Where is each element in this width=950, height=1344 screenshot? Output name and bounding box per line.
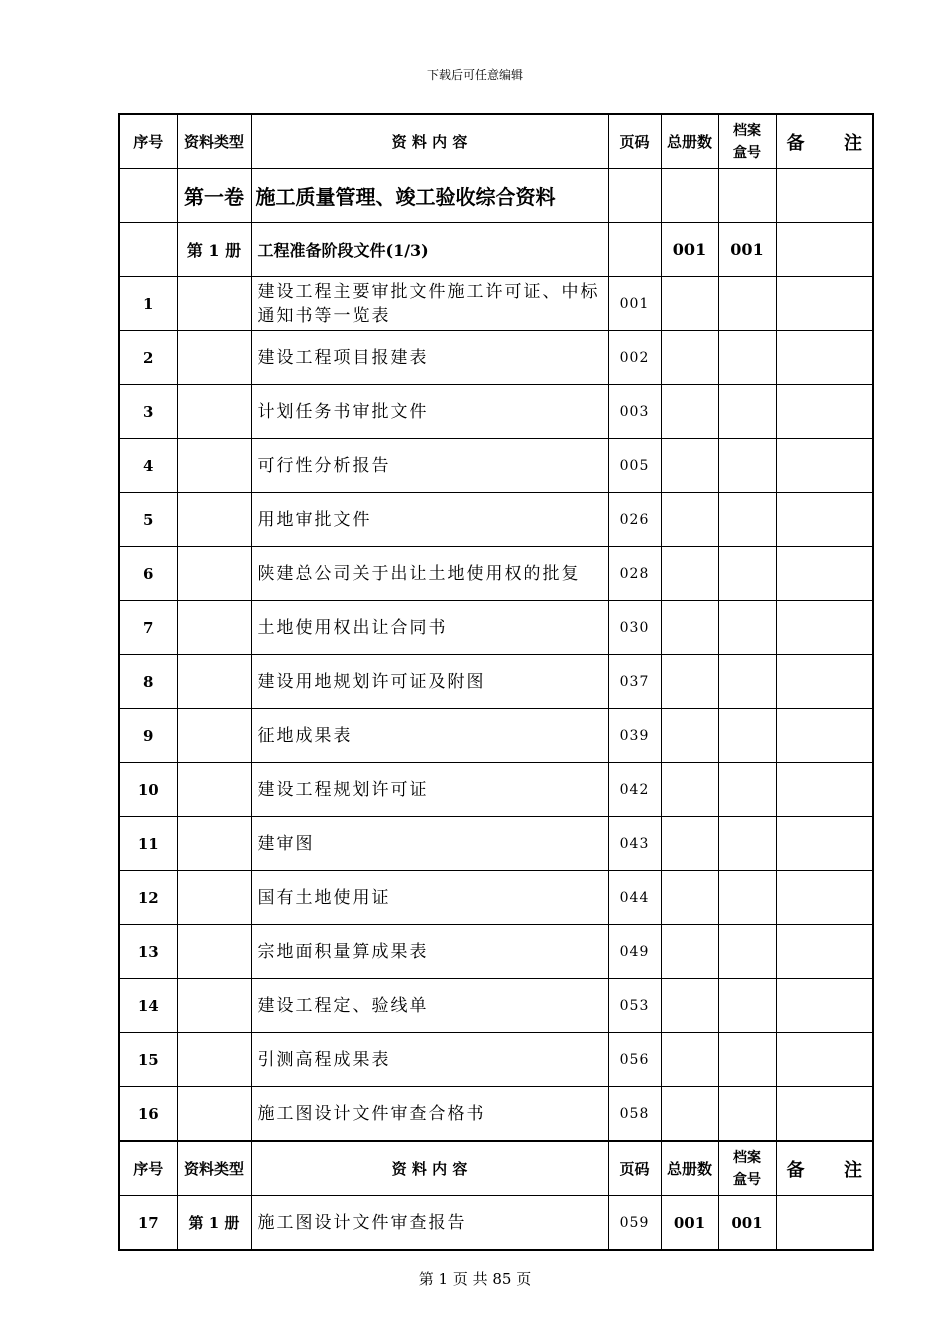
item-total bbox=[661, 385, 718, 439]
volume-title: 施工质量管理、竣工验收综合资料 bbox=[251, 169, 608, 223]
table-row bbox=[119, 331, 873, 385]
item-content: 施工图设计文件审查合格书 bbox=[251, 1087, 608, 1142]
item-page: 039 bbox=[608, 709, 661, 763]
volume-row bbox=[119, 169, 873, 223]
item-page: 003 bbox=[608, 385, 661, 439]
item-remark bbox=[776, 439, 873, 493]
book-total: 001 bbox=[661, 223, 718, 277]
item-seq: 1 bbox=[119, 277, 177, 331]
item-page: 049 bbox=[608, 925, 661, 979]
table-row bbox=[119, 655, 873, 709]
item-content: 宗地面积量算成果表 bbox=[251, 925, 608, 979]
item-seq: 14 bbox=[119, 979, 177, 1033]
item-page: 058 bbox=[608, 1087, 661, 1142]
item-total bbox=[661, 1087, 718, 1142]
item-page: 005 bbox=[608, 439, 661, 493]
item-remark bbox=[776, 763, 873, 817]
item-box bbox=[718, 547, 776, 601]
header-box-line2: 盒号 bbox=[733, 1171, 761, 1188]
item-type bbox=[177, 709, 251, 763]
item-box bbox=[718, 1087, 776, 1142]
item-remark bbox=[776, 1196, 873, 1251]
item-total bbox=[661, 763, 718, 817]
table-header-row bbox=[119, 114, 873, 169]
table-row bbox=[119, 763, 873, 817]
item-page: 056 bbox=[608, 1033, 661, 1087]
item-type bbox=[177, 925, 251, 979]
table-row bbox=[119, 871, 873, 925]
item-content: 建设工程主要审批文件施工许可证、中标通知书等一览表 bbox=[251, 277, 608, 331]
header-seq: 序号 bbox=[119, 1141, 177, 1196]
item-content: 用地审批文件 bbox=[251, 493, 608, 547]
item-remark bbox=[776, 709, 873, 763]
item-box bbox=[718, 493, 776, 547]
item-type bbox=[177, 1087, 251, 1142]
book-remark bbox=[776, 223, 873, 277]
item-content: 计划任务书审批文件 bbox=[251, 385, 608, 439]
item-page: 042 bbox=[608, 763, 661, 817]
item-total bbox=[661, 1033, 718, 1087]
header-type: 资料类型 bbox=[177, 1141, 251, 1196]
item-total bbox=[661, 979, 718, 1033]
header-content: 资 料 内 容 bbox=[251, 1141, 608, 1196]
header-page: 页码 bbox=[608, 1141, 661, 1196]
item-remark bbox=[776, 1087, 873, 1142]
item-box bbox=[718, 763, 776, 817]
header-remark-a: 备 bbox=[786, 1159, 805, 1181]
item-seq: 10 bbox=[119, 763, 177, 817]
item-seq: 11 bbox=[119, 817, 177, 871]
item-content: 引测高程成果表 bbox=[251, 1033, 608, 1087]
table-row bbox=[119, 493, 873, 547]
item-total bbox=[661, 601, 718, 655]
book-box: 001 bbox=[718, 223, 776, 277]
item-total bbox=[661, 439, 718, 493]
item-content: 建设用地规划许可证及附图 bbox=[251, 655, 608, 709]
header-page: 页码 bbox=[608, 114, 661, 169]
volume-page bbox=[608, 169, 661, 223]
item-box bbox=[718, 601, 776, 655]
item-type bbox=[177, 1033, 251, 1087]
page-header-note: 下载后可任意编辑 bbox=[426, 68, 523, 82]
item-seq: 12 bbox=[119, 871, 177, 925]
item-page: 026 bbox=[608, 493, 661, 547]
item-page: 059 bbox=[608, 1196, 661, 1251]
item-seq: 9 bbox=[119, 709, 177, 763]
archive-index-table bbox=[118, 113, 874, 1251]
item-type: 第 1 册 bbox=[177, 1196, 251, 1251]
table-row bbox=[119, 1196, 873, 1251]
table-row bbox=[119, 979, 873, 1033]
book-title: 工程准备阶段文件(1/3) bbox=[251, 223, 608, 277]
item-page: 030 bbox=[608, 601, 661, 655]
item-content: 征地成果表 bbox=[251, 709, 608, 763]
item-box bbox=[718, 979, 776, 1033]
item-box bbox=[718, 439, 776, 493]
item-type bbox=[177, 547, 251, 601]
item-seq: 8 bbox=[119, 655, 177, 709]
table-row bbox=[119, 925, 873, 979]
item-seq: 4 bbox=[119, 439, 177, 493]
header-box-line1: 档案 bbox=[733, 122, 761, 139]
volume-seq bbox=[119, 169, 177, 223]
item-box bbox=[718, 709, 776, 763]
book-seq bbox=[119, 223, 177, 277]
header-content: 资 料 内 容 bbox=[251, 114, 608, 169]
item-seq: 16 bbox=[119, 1087, 177, 1142]
item-type bbox=[177, 385, 251, 439]
item-type bbox=[177, 493, 251, 547]
item-total bbox=[661, 331, 718, 385]
item-type bbox=[177, 277, 251, 331]
book-label: 第 1 册 bbox=[177, 223, 251, 277]
volume-remark bbox=[776, 169, 873, 223]
volume-total bbox=[661, 169, 718, 223]
items-body bbox=[119, 277, 873, 1142]
table-row bbox=[119, 277, 873, 331]
item-seq: 13 bbox=[119, 925, 177, 979]
item-content: 建设工程项目报建表 bbox=[251, 331, 608, 385]
table-header-row-repeat bbox=[119, 1141, 873, 1196]
item-type bbox=[177, 655, 251, 709]
table-row bbox=[119, 709, 873, 763]
table-row bbox=[119, 439, 873, 493]
table-row bbox=[119, 1087, 873, 1142]
item-content: 施工图设计文件审查报告 bbox=[251, 1196, 608, 1251]
item-total bbox=[661, 871, 718, 925]
item-type bbox=[177, 601, 251, 655]
volume-box bbox=[718, 169, 776, 223]
item-type bbox=[177, 817, 251, 871]
item-total: 001 bbox=[661, 1196, 718, 1251]
book-page bbox=[608, 223, 661, 277]
item-total bbox=[661, 547, 718, 601]
item-box bbox=[718, 331, 776, 385]
item-seq: 2 bbox=[119, 331, 177, 385]
item-remark bbox=[776, 331, 873, 385]
table-row bbox=[119, 385, 873, 439]
item-content: 陕建总公司关于出让土地使用权的批复 bbox=[251, 547, 608, 601]
item-content: 国有土地使用证 bbox=[251, 871, 608, 925]
item-page: 002 bbox=[608, 331, 661, 385]
header-remark-a: 备 bbox=[786, 132, 805, 154]
item-content: 建设工程规划许可证 bbox=[251, 763, 608, 817]
item-box bbox=[718, 655, 776, 709]
item-page: 053 bbox=[608, 979, 661, 1033]
item-remark bbox=[776, 1033, 873, 1087]
item-content: 可行性分析报告 bbox=[251, 439, 608, 493]
header-remark bbox=[776, 1141, 873, 1196]
volume-label: 第一卷 bbox=[177, 169, 251, 223]
header-seq: 序号 bbox=[119, 114, 177, 169]
item-total bbox=[661, 925, 718, 979]
table-row bbox=[119, 601, 873, 655]
item-content: 建设工程定、验线单 bbox=[251, 979, 608, 1033]
header-box-line2: 盒号 bbox=[733, 144, 761, 161]
item-type bbox=[177, 331, 251, 385]
item-remark bbox=[776, 871, 873, 925]
item-seq: 7 bbox=[119, 601, 177, 655]
header-box bbox=[718, 1141, 776, 1196]
item-seq: 6 bbox=[119, 547, 177, 601]
item-box bbox=[718, 925, 776, 979]
item-seq: 5 bbox=[119, 493, 177, 547]
item-remark bbox=[776, 547, 873, 601]
item-total bbox=[661, 817, 718, 871]
item-page: 044 bbox=[608, 871, 661, 925]
table-row bbox=[119, 1033, 873, 1087]
item-remark bbox=[776, 601, 873, 655]
item-content: 建审图 bbox=[251, 817, 608, 871]
header-remark-b: 注 bbox=[844, 132, 862, 154]
item-box: 001 bbox=[718, 1196, 776, 1251]
item-box bbox=[718, 817, 776, 871]
item-remark bbox=[776, 277, 873, 331]
item-total bbox=[661, 655, 718, 709]
header-type: 资料类型 bbox=[177, 114, 251, 169]
book-row bbox=[119, 223, 873, 277]
item-box bbox=[718, 1033, 776, 1087]
header-total: 总册数 bbox=[661, 114, 718, 169]
item-remark bbox=[776, 493, 873, 547]
page-footer-note: 第 1 页 共 85 页 bbox=[418, 1270, 532, 1288]
table-row bbox=[119, 547, 873, 601]
item-remark bbox=[776, 385, 873, 439]
header-remark-b: 注 bbox=[844, 1159, 862, 1181]
table-row bbox=[119, 817, 873, 871]
item-seq: 15 bbox=[119, 1033, 177, 1087]
item-seq: 17 bbox=[119, 1196, 177, 1251]
item-box bbox=[718, 871, 776, 925]
item-type bbox=[177, 979, 251, 1033]
item-page: 043 bbox=[608, 817, 661, 871]
item-total bbox=[661, 709, 718, 763]
item-remark bbox=[776, 817, 873, 871]
header-box-line1: 档案 bbox=[733, 1149, 761, 1166]
item-remark bbox=[776, 925, 873, 979]
item-page: 037 bbox=[608, 655, 661, 709]
item-box bbox=[718, 385, 776, 439]
item-type bbox=[177, 871, 251, 925]
item-box bbox=[718, 277, 776, 331]
item-type bbox=[177, 439, 251, 493]
item-total bbox=[661, 493, 718, 547]
item-page: 001 bbox=[608, 277, 661, 331]
item-seq: 3 bbox=[119, 385, 177, 439]
item-content: 土地使用权出让合同书 bbox=[251, 601, 608, 655]
header-total: 总册数 bbox=[661, 1141, 718, 1196]
item-type bbox=[177, 763, 251, 817]
item-page: 028 bbox=[608, 547, 661, 601]
header-remark bbox=[776, 114, 873, 169]
item-total bbox=[661, 277, 718, 331]
item-remark bbox=[776, 655, 873, 709]
item-remark bbox=[776, 979, 873, 1033]
header-box bbox=[718, 114, 776, 169]
